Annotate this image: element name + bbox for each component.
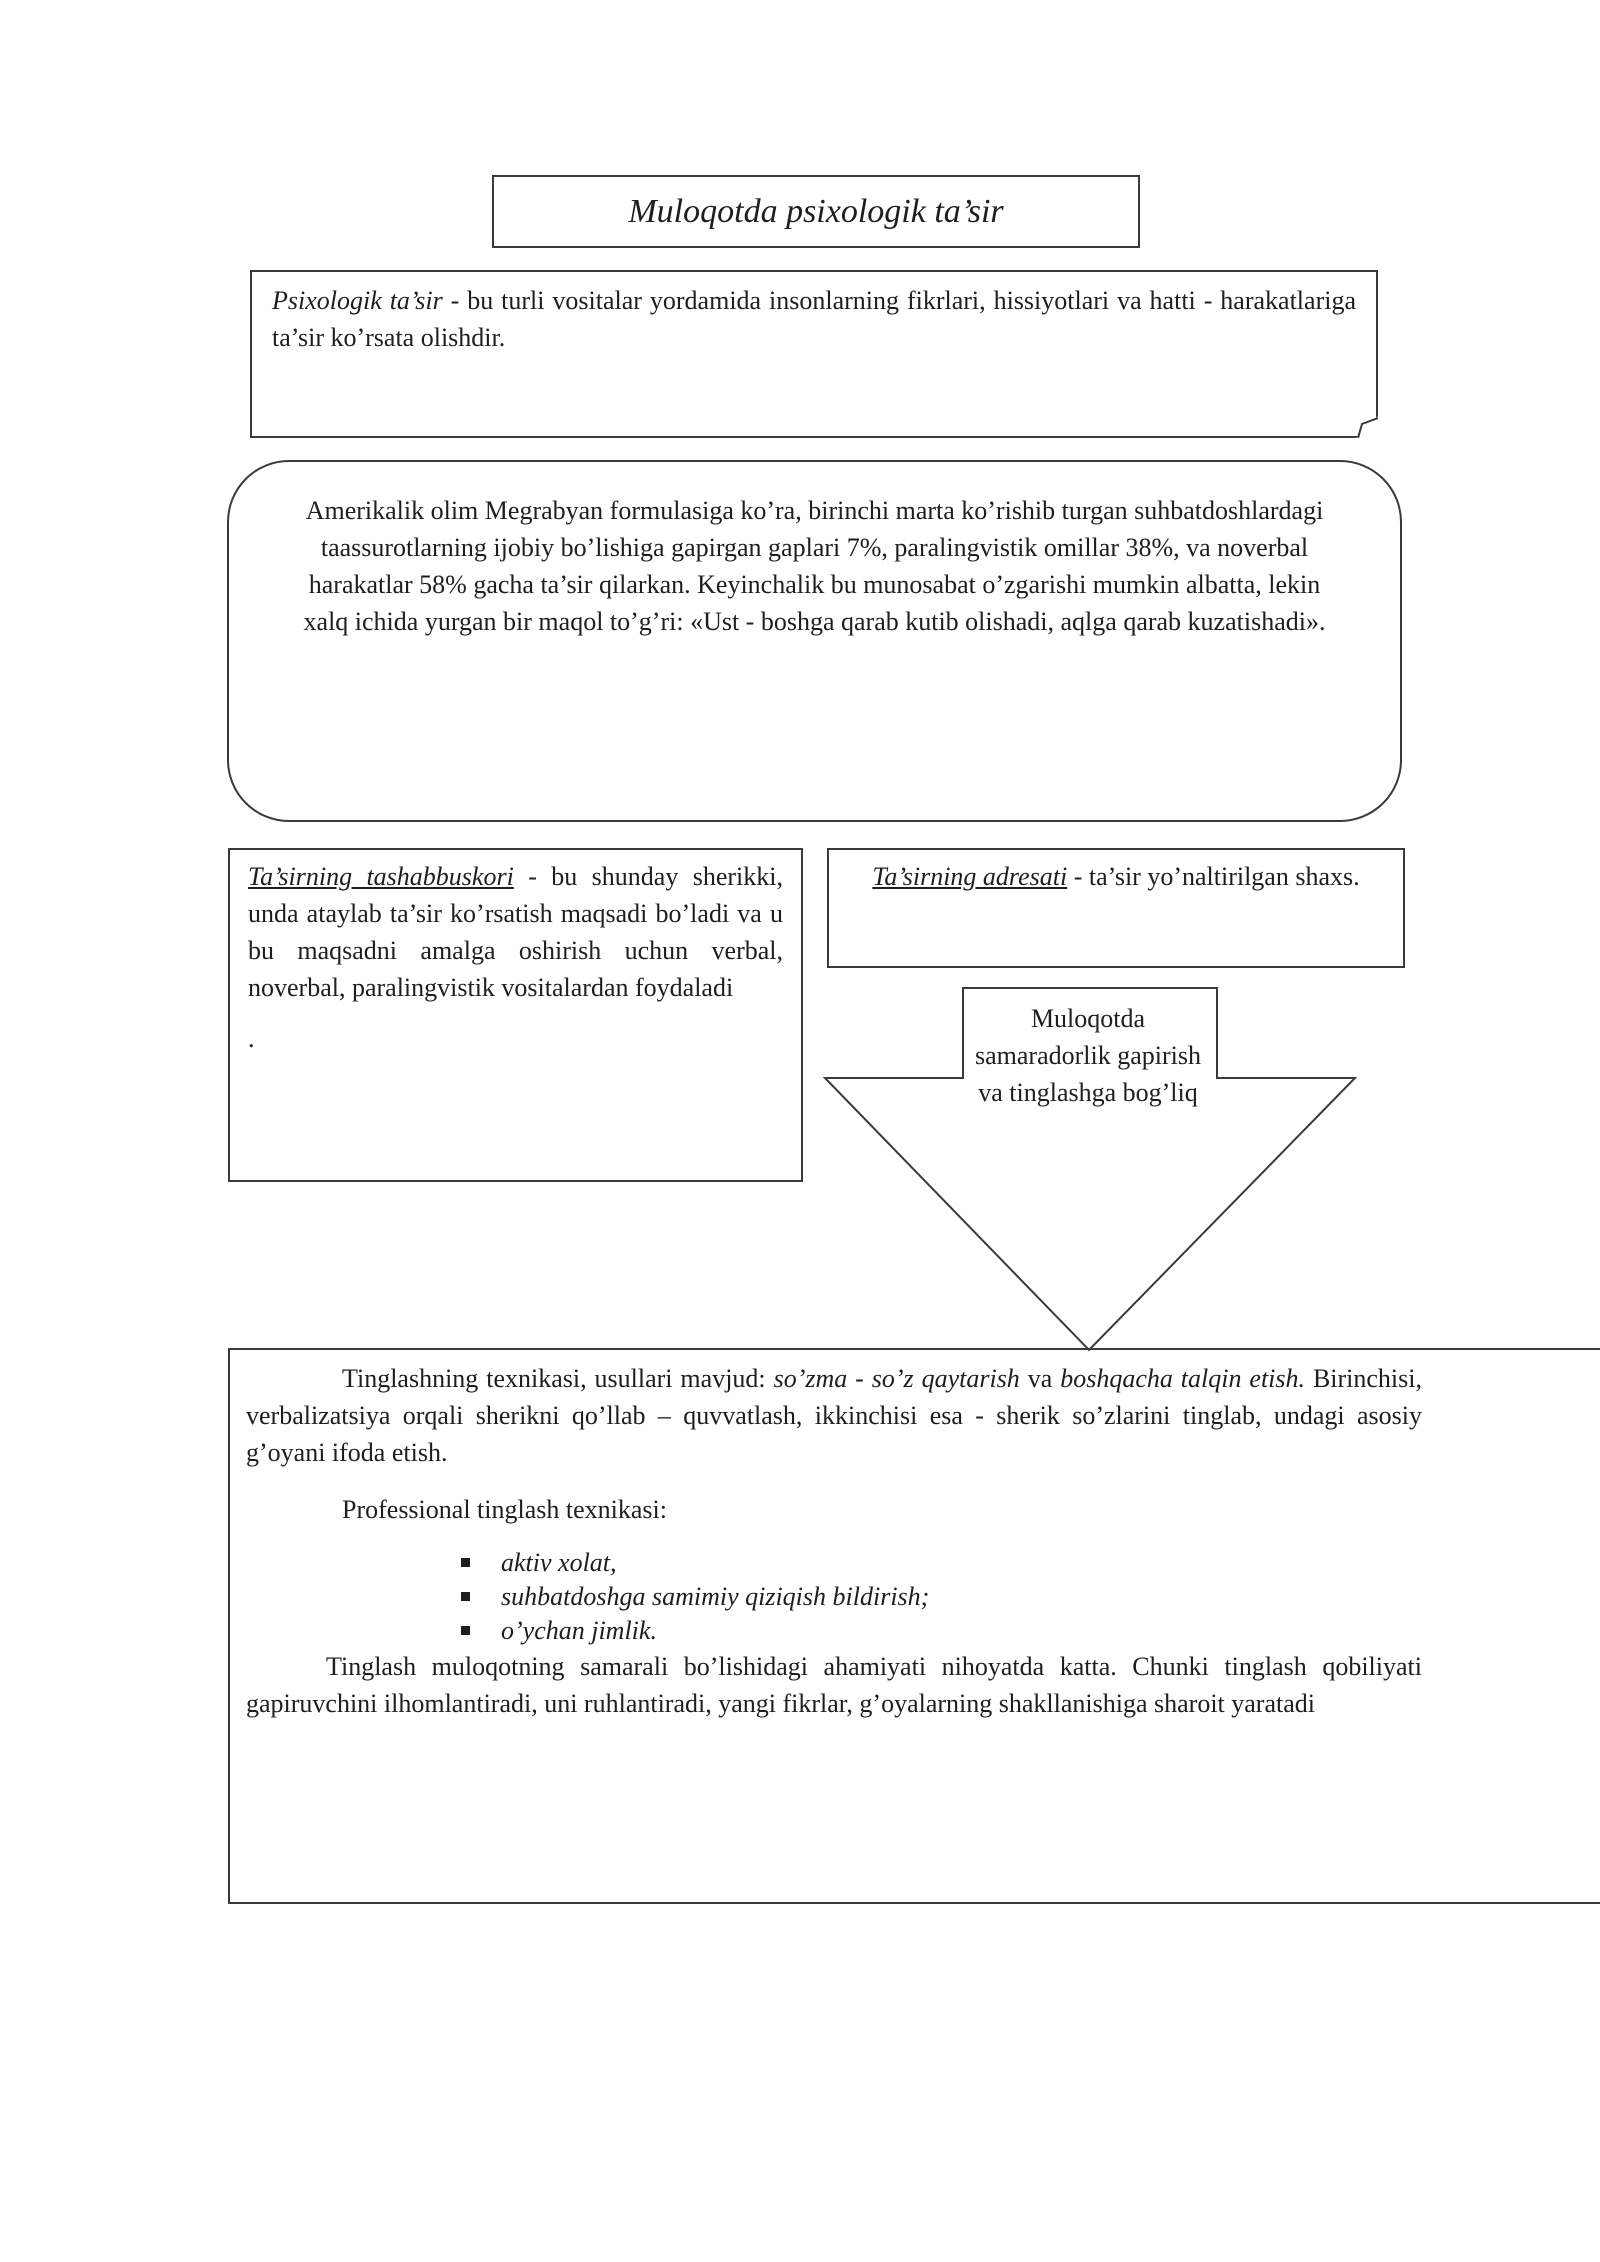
folded-corner-icon: [1356, 416, 1378, 438]
p1-start: Tinglashning texnikasi, usullari mavjud:: [342, 1364, 774, 1393]
page-title: Muloqotda psixologik ta’sir: [628, 192, 1004, 230]
bullet-icon: [461, 1626, 470, 1635]
megrabyan-text: Amerikalik olim Megrabyan formulasiga ko’ra, birinchi marta ko’rishib turgan suhbatdoshlardagi taassurotlarning ijobiy bo’lishiga gapirgan gaplari 7%, paralingvistik omillar 38%, va noverbal harakatlar 58% gacha ta’sir qilarkan. Keyinchalik bu munosabat o’zgarishi mumkin albatta, lekin xalq ichida yurgan bir maqol to’g’ri: «Ust - boshga qarab kutib olishadi, aqlga qarab kuzatishadi».: [303, 496, 1326, 636]
initiator-term: Ta’sirning tashabbuskori: [248, 862, 514, 891]
definition-box: [250, 270, 1378, 438]
initiator-box: [228, 848, 803, 1182]
bullet-icon: [461, 1558, 470, 1567]
bullet-icon: [461, 1592, 470, 1601]
p1-italic-2: boshqacha talqin etish.: [1060, 1364, 1306, 1393]
listening-paragraph-2: Tinglash muloqotning samarali bo’lishidagi ahamiyati nihoyatda katta. Chunki tinglash qobiliyati gapiruvchini ilhomlantiradi, uni ruhlantiradi, yangi fikrlar, g’oyalarning shakllanishiga sharoit yaratadi: [246, 1652, 1422, 1718]
list-item: [501, 1580, 1422, 1614]
listening-paragraph-1: [246, 1360, 1422, 1471]
list-item: [501, 1546, 1422, 1580]
techniques-subheading: Professional tinglash texnikasi:: [342, 1495, 667, 1524]
megrabyan-box: [227, 460, 1402, 822]
p1-end: Birinchisi, verbalizatsiya orqali sherikni qo’llab – quvvatlash, ikkinchisi esa - sherik so’zlarini tinglab, undagi asosiy g’oyani ifoda etish.: [246, 1364, 1422, 1467]
list-item: [501, 1614, 1422, 1648]
definition-text: - bu turli vositalar yordamida insonlarning fikrlari, hissiyotlari va hatti - harakatlariga ta’sir ko’rsata olishdir.: [272, 286, 1356, 352]
p1-mid: va: [1019, 1364, 1061, 1393]
title-box: [492, 175, 1140, 248]
p1-italic-1: so’zma - so’z qaytarish: [773, 1364, 1020, 1393]
technique-text: o’ychan jimlik.: [501, 1616, 657, 1645]
definition-term: Psixologik ta’sir: [272, 286, 443, 315]
technique-text: suhbatdoshga samimiy qiziqish bildirish;: [501, 1582, 930, 1611]
addressee-box: [827, 848, 1405, 968]
initiator-trailing: .: [248, 1024, 255, 1053]
addressee-text: - ta’sir yo’naltirilgan shaxs.: [1067, 862, 1360, 891]
addressee-term: Ta’sirning adresati: [872, 862, 1068, 891]
technique-text: aktiv xolat,: [501, 1548, 617, 1577]
listening-box: [228, 1348, 1600, 1904]
initiator-text: - bu shunday sherikki, unda ataylab ta’sir ko’rsatish maqsadi bo’ladi va u bu maqsadni amalga oshirish uchun verbal, noverbal, paralingvistik vositalardan foydaladi: [248, 862, 783, 1002]
techniques-list: [246, 1546, 1422, 1648]
arrow-text: Muloqotda samaradorlik gapirish va tinglashga bog’liq: [975, 1004, 1201, 1107]
